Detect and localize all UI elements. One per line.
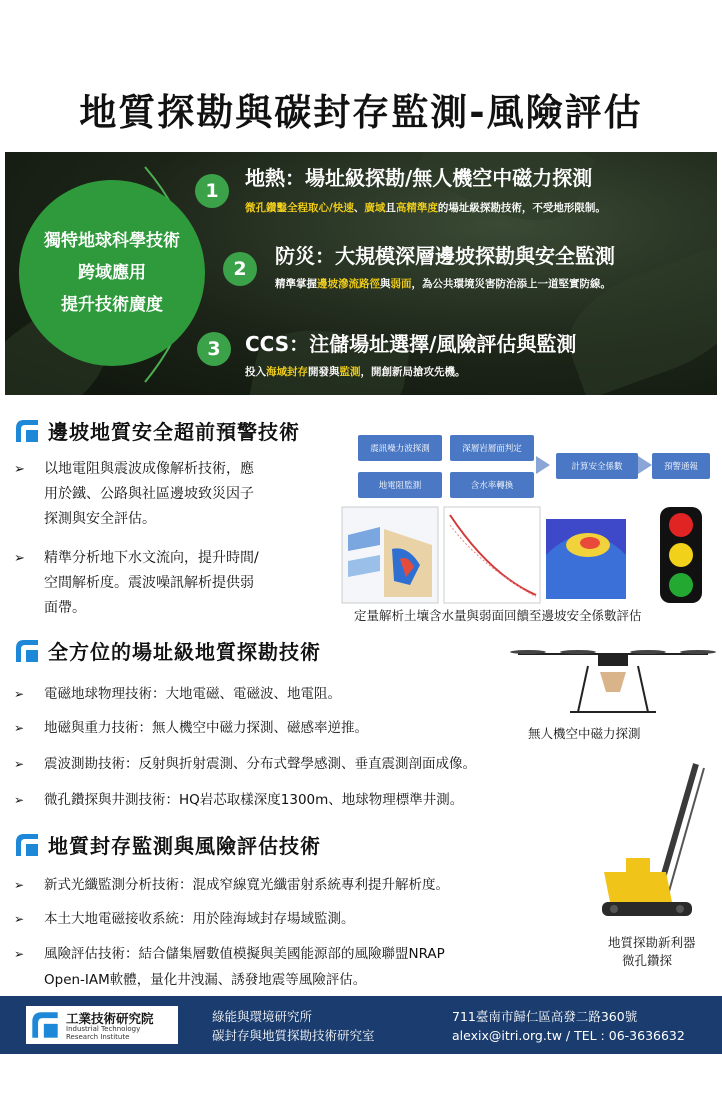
item-number-badge: 2 bbox=[223, 252, 257, 286]
circle-line: 跨域應用 bbox=[78, 263, 146, 283]
bullet-item: ➢ 微孔鑽探與井測技術：HQ岩芯取樣深度1300m、地球物理標準井測。 bbox=[14, 792, 464, 808]
itri-section-icon bbox=[14, 418, 40, 444]
core-tech-circle bbox=[19, 180, 205, 366]
lab-name: 綠能與環境研究所 碳封存與地質探勘技術研究室 bbox=[212, 1009, 375, 1043]
section-heading-storage bbox=[14, 830, 321, 859]
figure-caption: 定量解析土壤含水量與弱面回饋至邊坡安全係數評估 bbox=[354, 608, 642, 623]
section-heading-slope bbox=[14, 416, 300, 445]
banner-heading: 地熱：場址級探勘/無人機空中磁力探測 bbox=[245, 166, 593, 190]
drone-caption: 無人機空中磁力探測 bbox=[528, 726, 641, 741]
flow-box: 計算安全係數 bbox=[556, 453, 638, 479]
org-name: 工業技術研究院 bbox=[66, 1011, 154, 1026]
banner-heading: 防災：大規模深層邊坡探勘與安全監測 bbox=[275, 244, 615, 268]
rig-caption: 微孔鑽探 bbox=[622, 953, 673, 968]
banner-subtext: 精準掌握邊坡滲流路徑與弱面，為公共環境災害防治添上一道堅實防線。 bbox=[275, 278, 611, 290]
contact-info: 711臺南市歸仁區高發二路360號 alexix@itri.org.tw / TEL : 06-3636632 bbox=[452, 1009, 685, 1043]
bullet-item: ➢ 震波測勘技術：反射與折射震測、分布式聲學感測、垂直震測剖面成像。 bbox=[14, 756, 476, 772]
analysis-figures bbox=[340, 505, 720, 605]
item-number-badge: 1 bbox=[195, 174, 229, 208]
org-english-name: Industrial Technology bbox=[66, 1025, 141, 1033]
drill-rig-image bbox=[596, 762, 714, 930]
itri-logo bbox=[26, 1006, 178, 1044]
flow-arrow bbox=[536, 456, 550, 474]
banner-subtext: 投入海域封存開發與監測，開創新局搶攻先機。 bbox=[245, 366, 466, 378]
banner-heading: CCS：注儲場址選擇/風險評估與監測 bbox=[245, 332, 577, 356]
section-title: 地質封存監測與風險評估技術 bbox=[48, 834, 321, 858]
flow-box: 震訊噪力波探測 bbox=[358, 435, 442, 461]
drone-image bbox=[508, 642, 718, 722]
footer bbox=[0, 996, 722, 1054]
itri-section-icon bbox=[14, 832, 40, 858]
bullet-item: Open-IAM軟體，量化井洩漏、誘發地震等風險評估。 bbox=[44, 972, 367, 988]
section-heading-site bbox=[14, 636, 321, 665]
flow-box: 深層岩層面判定 bbox=[450, 435, 534, 461]
bullet-item: ➢ 風險評估技術：結合儲集層數值模擬與美國能源部的風險聯盟NRAP bbox=[14, 946, 445, 962]
banner-subtext: 微孔鑽鑿全程取心/快速、廣域且高精準度的場址級探勘技術，不受地形限制。 bbox=[245, 202, 606, 214]
bullet-item: ➢ 電磁地球物理技術：大地電磁、電磁波、地電阻。 bbox=[14, 686, 341, 702]
bullet-item: ➢ 地磁與重力技術：無人機空中磁力探測、磁感率逆推。 bbox=[14, 720, 368, 736]
itri-section-icon bbox=[14, 638, 40, 664]
bullet-item: ➢ 本土大地電磁接收系統：用於陸海域封存場域監測。 bbox=[14, 911, 355, 927]
bullet-item: ➢ 精準分析地下水文流向，提升時間/ 空間解析度。震波噪訊解析提供弱 面帶。 bbox=[14, 550, 259, 616]
item-number-badge: 3 bbox=[197, 332, 231, 366]
bullet-item: ➢ 以地電阻與震波成像解析技術，應 用於鐵、公路與社區邊坡致災因子 探測與安全評估。 bbox=[14, 461, 254, 527]
flow-box: 含水率轉換 bbox=[450, 472, 534, 498]
section-title: 邊坡地質安全超前預警技術 bbox=[48, 420, 300, 444]
circle-line: 獨特地球科學技術 bbox=[44, 231, 180, 251]
bullet-item: ➢ 新式光纖監測分析技術：混成窄線寬光纖雷射系統專利提升解析度。 bbox=[14, 877, 449, 893]
hero-banner bbox=[5, 152, 717, 395]
rig-caption: 地質探勘新利器 bbox=[608, 935, 696, 950]
section-title: 全方位的場址級地質探勘技術 bbox=[48, 640, 321, 664]
org-english-name: Research Institute bbox=[66, 1033, 130, 1041]
flow-box: 地電阻監測 bbox=[358, 472, 442, 498]
flow-box: 預警通報 bbox=[652, 453, 710, 479]
page-title: 地質探勘與碳封存監測-風險評估 bbox=[79, 91, 643, 134]
itri-logo-icon bbox=[30, 1010, 60, 1040]
circle-line: 提升技術廣度 bbox=[61, 295, 163, 315]
flow-arrow bbox=[638, 456, 652, 474]
